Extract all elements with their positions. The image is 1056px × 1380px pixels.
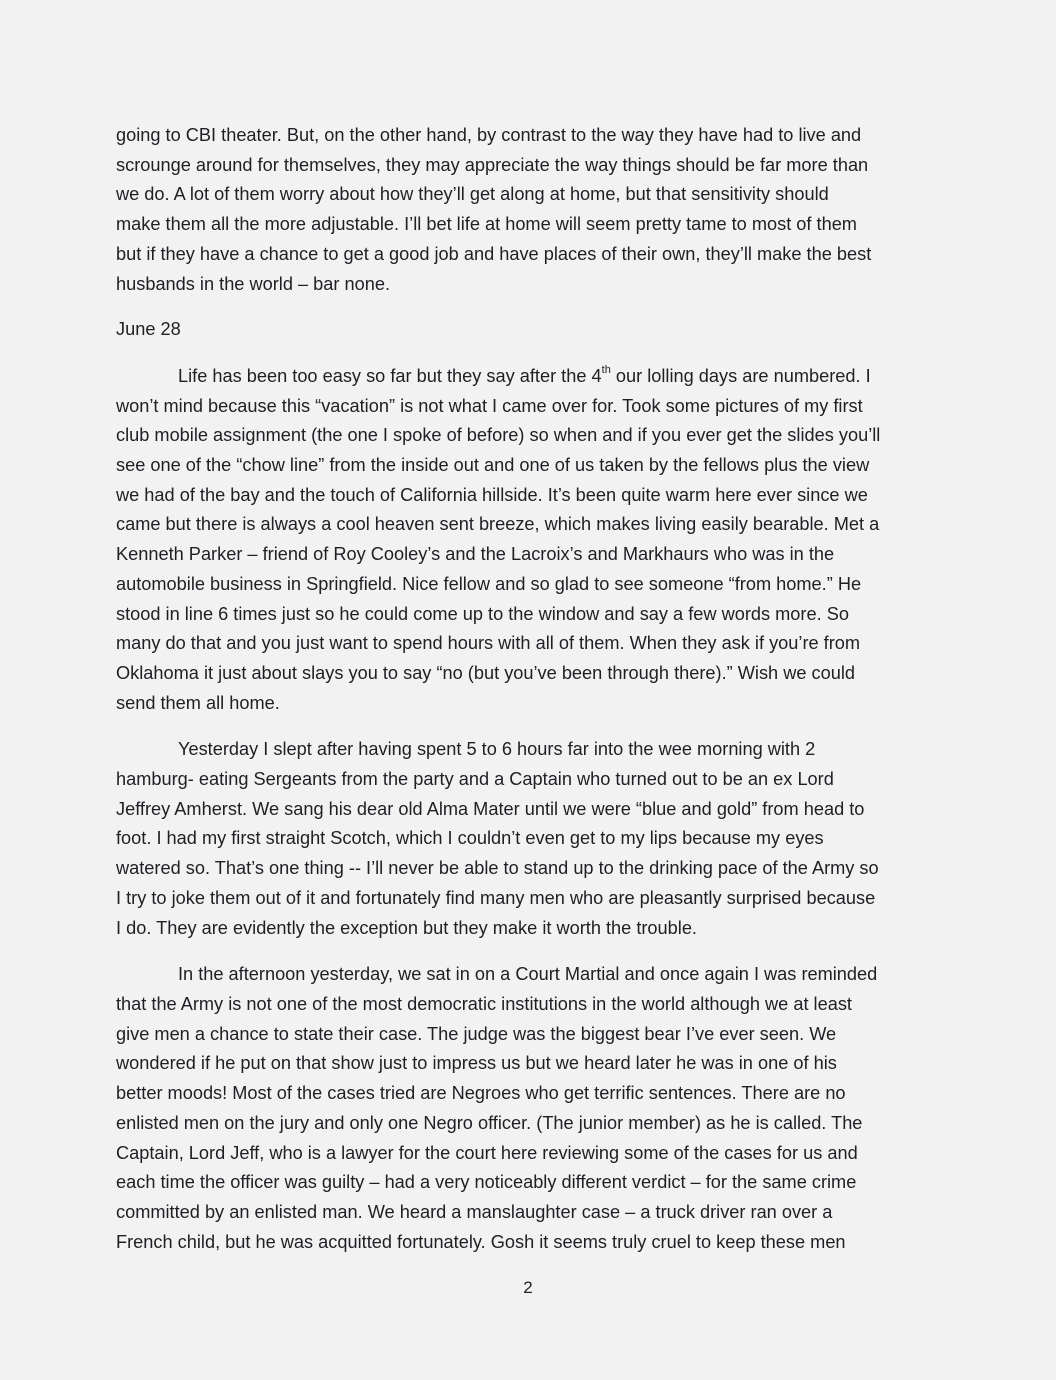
text-line: wondered if he put on that show just to impress us but we heard later he was in one of his xyxy=(116,1053,837,1074)
text-line: committed by an enlisted man. We heard a manslaughter case – a truck driver ran over a xyxy=(116,1201,833,1222)
text-line-first: Yesterday I slept after having spent 5 to 6 hours far into the wee morning with 2 xyxy=(178,739,816,760)
text-line: see one of the “chow line” from the inside out and one of us taken by the fellows plus the view xyxy=(116,455,870,476)
text-line-first: In the afternoon yesterday, we sat in on a Court Martial and once again I was reminded xyxy=(178,964,878,985)
text-line: watered so. That’s one thing -- I’ll never be able to stand up to the drinking pace of the Army so xyxy=(116,858,879,879)
paragraph-1 xyxy=(116,121,942,299)
text-line: better moods! Most of the cases tried are Negroes who get terrific sentences. There are no xyxy=(116,1083,846,1104)
text-line: Oklahoma it just about slays you to say “no (but you’ve been through there).” Wish we could xyxy=(116,662,855,683)
text-line: scrounge around for themselves, they may appreciate the way things should be far more than xyxy=(116,154,869,175)
text-line: give men a chance to state their case. The judge was the biggest bear I’ve ever seen. We xyxy=(116,1023,837,1044)
text-line: I do. They are evidently the exception but they make it worth the trouble. xyxy=(116,917,697,938)
text-line: we do. A lot of them worry about how they’ll get along at home, but that sensitivity should xyxy=(116,184,829,205)
text-line-first xyxy=(116,362,942,392)
date-heading: June 28 xyxy=(116,319,181,340)
text-segment: Life has been too easy so far but they say after the 4 xyxy=(178,365,602,386)
text-line: club mobile assignment (the one I spoke of before) so when and if you ever get the slides you’ll xyxy=(116,425,881,446)
text-line: but if they have a chance to get a good job and have places of their own, they’ll make the best xyxy=(116,243,872,264)
paragraph-3 xyxy=(116,735,942,943)
text-line: we had of the bay and the touch of California hillside. It’s been quite warm here ever since we xyxy=(116,484,868,505)
text-line: going to CBI theater. But, on the other hand, by contrast to the way they have had to live and xyxy=(116,125,862,145)
text-line: French child, but he was acquitted fortunately. Gosh it seems truly cruel to keep these men xyxy=(116,1231,846,1252)
text-line: hamburg- eating Sergeants from the party and a Captain who turned out to be an ex Lord xyxy=(116,769,834,790)
text-line: husbands in the world – bar none. xyxy=(116,273,391,294)
text-segment: our lolling days are numbered. I xyxy=(610,365,871,386)
text-line: foot. I had my first straight Scotch, which I couldn’t even get to my lips because my eyes xyxy=(116,828,824,849)
text-line: I try to joke them out of it and fortunately find many men who are pleasantly surprised because xyxy=(116,887,876,908)
text-line: won’t mind because this “vacation” is not what I came over for. Took some pictures of my first xyxy=(116,395,863,416)
paragraph-2 xyxy=(116,362,942,718)
letter-body xyxy=(116,121,942,1257)
text-line: automobile business in Springfield. Nice fellow and so glad to see someone “from home.” He xyxy=(116,573,862,594)
text-line: stood in line 6 times just so he could come up to the window and say a few words more. So xyxy=(116,603,849,624)
text-line: make them all the more adjustable. I’ll bet life at home will seem pretty tame to most of them xyxy=(116,214,857,235)
text-line: send them all home. xyxy=(116,692,280,713)
text-line: many do that and you just want to spend hours with all of them. When they ask if you’re from xyxy=(116,633,861,654)
text-line: Captain, Lord Jeff, who is a lawyer for the court here reviewing some of the cases for us and xyxy=(116,1142,858,1163)
text-line: each time the officer was guilty – had a very noticeably different verdict – for the same crime xyxy=(116,1172,857,1193)
superscript: th xyxy=(601,363,611,376)
text-line: that the Army is not one of the most democratic institutions in the world although we at least xyxy=(116,993,852,1014)
page-number: 2 xyxy=(523,1278,533,1297)
text-line: Kenneth Parker – friend of Roy Cooley’s and the Lacroix’s and Markhaurs who was in the xyxy=(116,544,835,565)
text-line: Jeffrey Amherst. We sang his dear old Alma Mater until we were “blue and gold” from head to xyxy=(116,798,865,819)
paragraph-4 xyxy=(116,960,942,1257)
text-line: came but there is always a cool heaven sent breeze, which makes living easily bearable. Met a xyxy=(116,514,880,535)
text-line: enlisted men on the jury and only one Negro officer. (The junior member) as he is called. The xyxy=(116,1112,863,1133)
